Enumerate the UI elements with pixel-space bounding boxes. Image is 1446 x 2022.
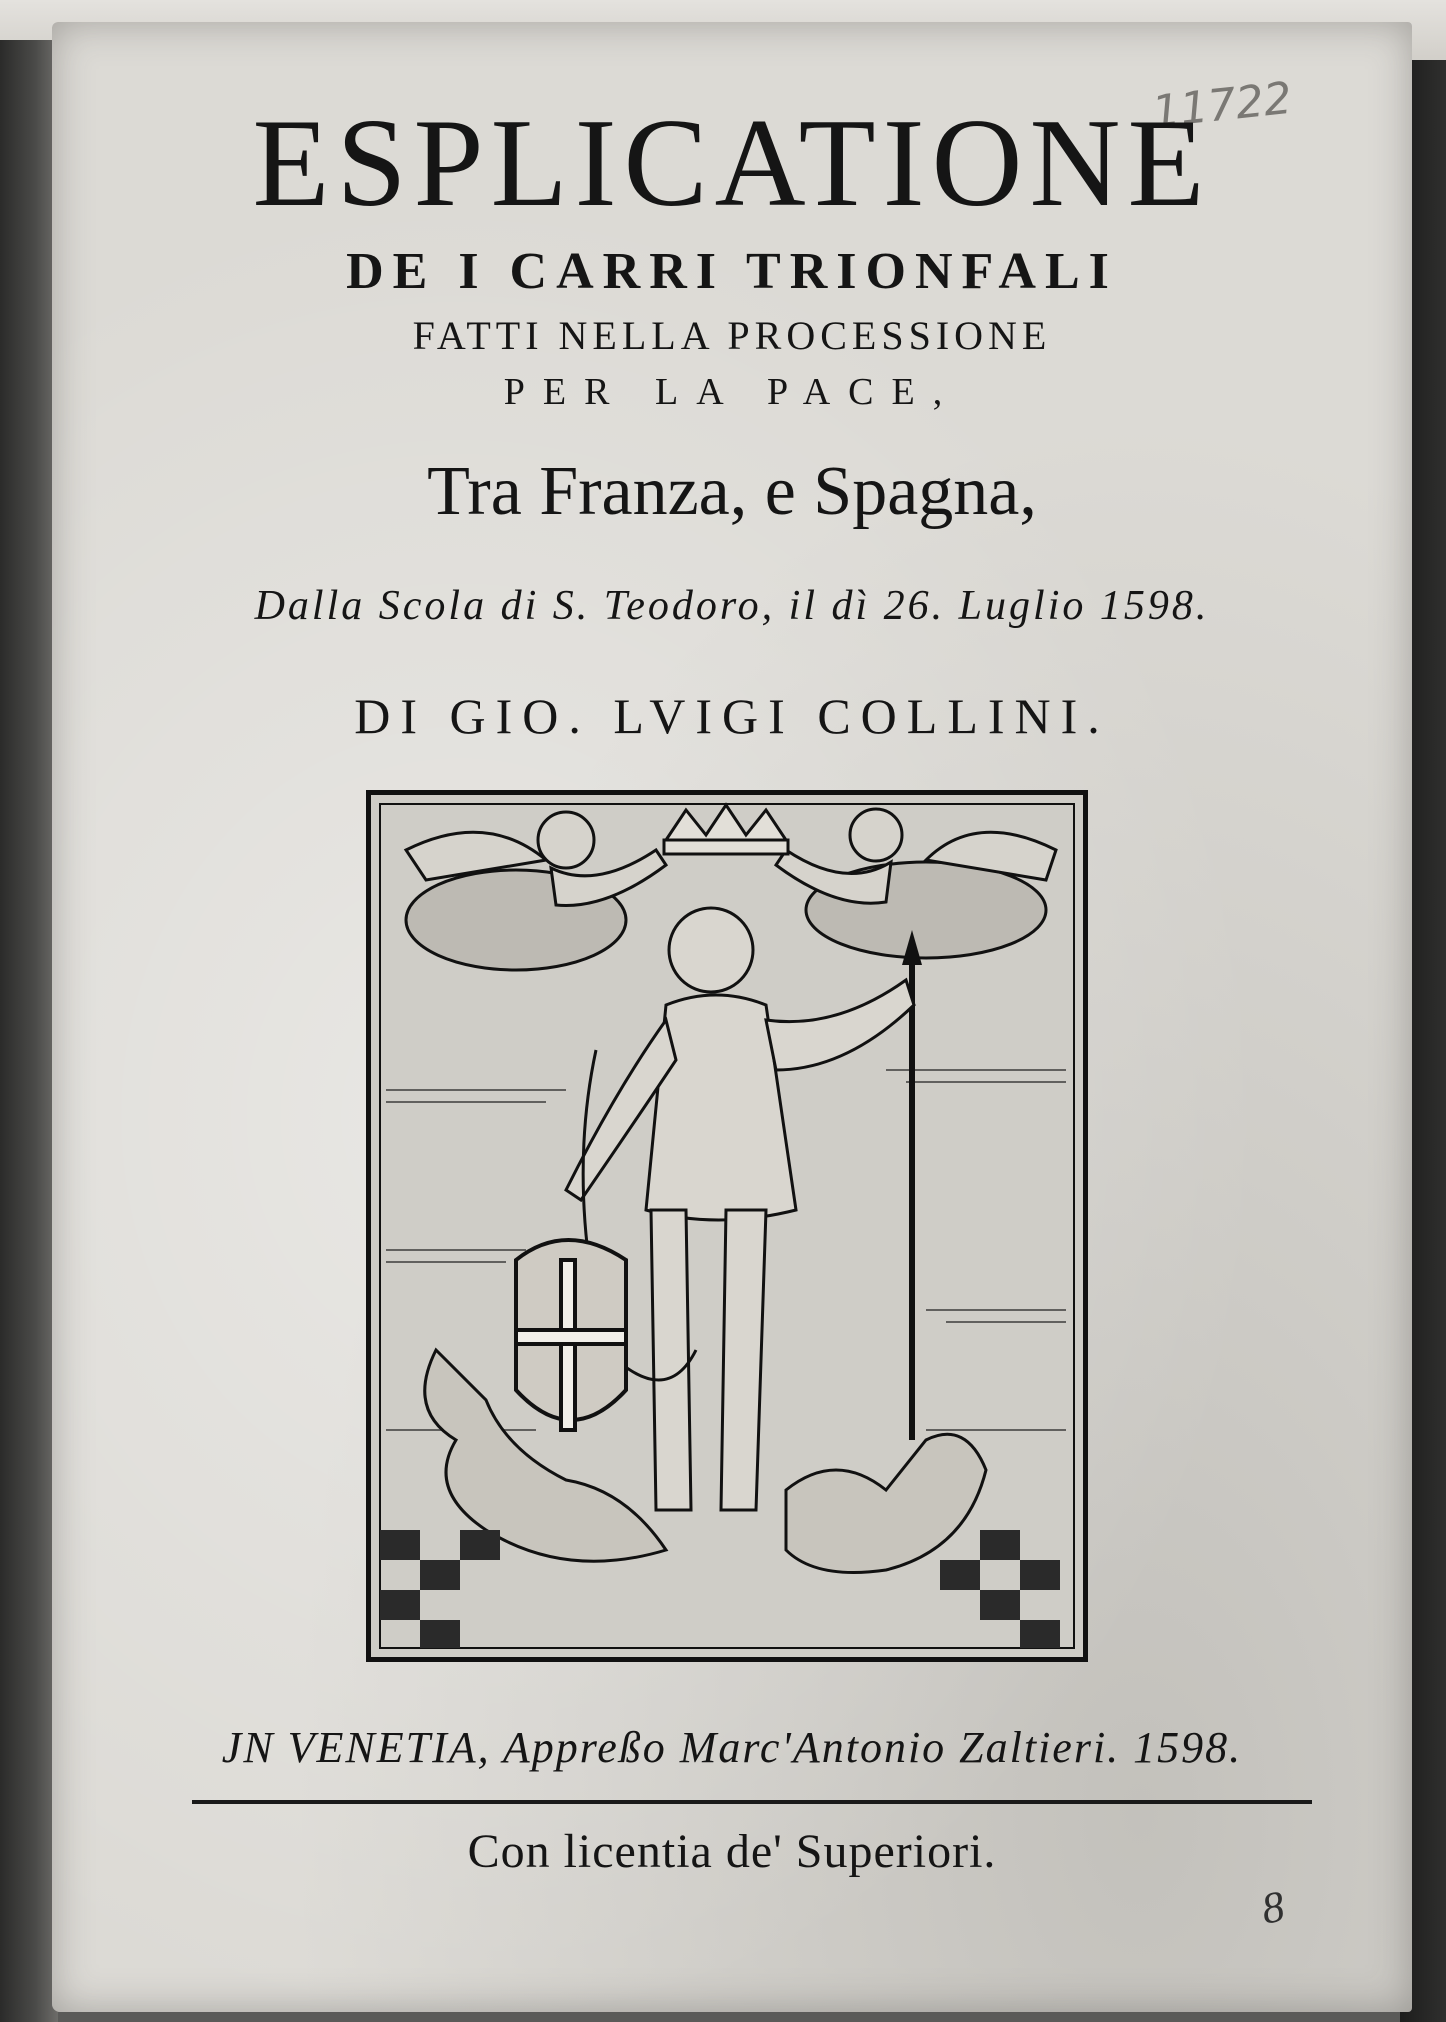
book-cover-left-edge bbox=[0, 40, 58, 2022]
subtitle-line-4: Tra Franza, e Spagna, bbox=[427, 453, 1037, 530]
title-page bbox=[52, 22, 1412, 2012]
subtitle-line-3: PER LA PACE, bbox=[503, 371, 961, 413]
horizontal-rule bbox=[192, 1800, 1312, 1804]
licence-line: Con licentia de' Superiori. bbox=[467, 1825, 997, 1878]
shield-icon bbox=[516, 1240, 626, 1430]
imprint-line: JN VENETIA, Appreßo Marc'Antonio Zaltieri. 1598. bbox=[221, 1723, 1243, 1772]
folio-number: 8 bbox=[1257, 1881, 1289, 1934]
author-line: DI GIO. LVIGI COLLINI. bbox=[354, 688, 1110, 744]
subtitle-line-2: FATTI NELLA PROCESSIONE bbox=[412, 313, 1052, 358]
shelfmark-annotation: 11722 bbox=[1149, 72, 1295, 139]
woodcut-illustration bbox=[366, 790, 1088, 1662]
page-title: ESPLICATIONE bbox=[252, 94, 1212, 233]
subtitle-line-1: DE I CARRI TRIONFALI bbox=[346, 243, 1118, 300]
subtitle-line-5: Dalla Scola di S. Teodoro, il dì 26. Luglio 1598. bbox=[254, 583, 1210, 629]
